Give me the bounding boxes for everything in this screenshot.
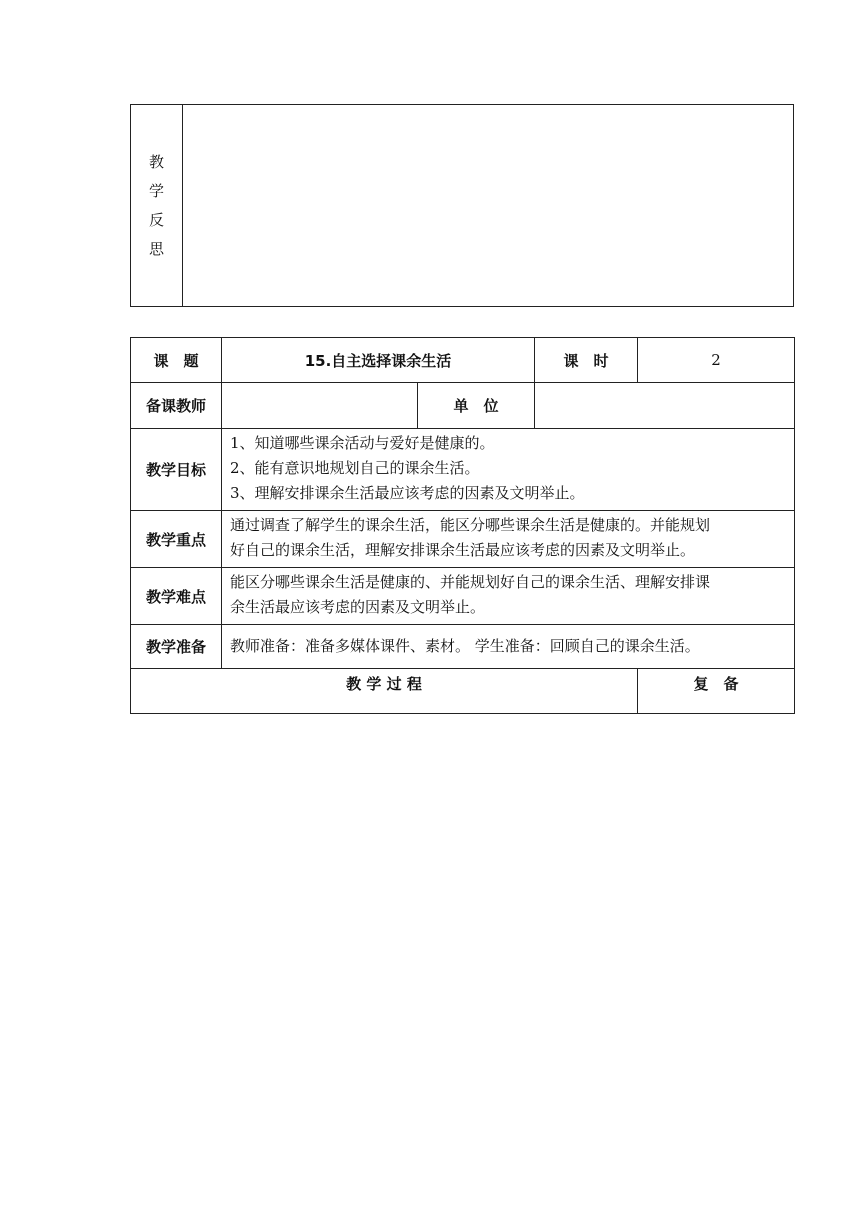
key-label: 教学重点	[131, 511, 222, 568]
goal-item: 3、理解安排课余生活最应该考虑的因素及文明举止。	[230, 484, 585, 502]
topic-label: 课 题	[131, 338, 222, 383]
topic-value: 15.自主选择课余生活	[222, 338, 535, 383]
goals-label: 教学目标	[131, 429, 222, 511]
reflection-content	[183, 105, 794, 307]
teacher-value	[222, 383, 418, 429]
hours-value: 2	[638, 338, 795, 383]
goals-content	[222, 429, 795, 511]
reflection-label-char: 教	[148, 152, 164, 171]
reflection-label-char: 学	[148, 181, 164, 200]
unit-value	[535, 383, 795, 429]
reflection-label-char: 思	[148, 239, 164, 258]
key-line: 通过调查了解学生的课余生活，能区分哪些课余生活是健康的。并能规划	[230, 516, 711, 534]
difficulty-line: 能区分哪些课余生活是健康的、并能规划好自己的课余生活、理解安排课	[230, 573, 711, 591]
key-content	[222, 511, 795, 568]
teacher-label: 备课教师	[131, 383, 222, 429]
lesson-plan-table	[130, 337, 795, 714]
difficulty-content	[222, 568, 795, 625]
unit-label: 单 位	[418, 383, 535, 429]
process-label: 教 学 过 程	[131, 669, 638, 714]
reflection-label-char: 反	[148, 210, 164, 229]
difficulty-label: 教学难点	[131, 568, 222, 625]
goal-item: 1、知道哪些课余活动与爱好是健康的。	[230, 434, 495, 452]
reflection-table	[130, 104, 794, 307]
review-label: 复 备	[638, 669, 795, 714]
hours-label: 课 时	[535, 338, 638, 383]
key-line: 好自己的课余生活，理解安排课余生活最应该考虑的因素及文明举止。	[230, 541, 696, 559]
goal-item: 2、能有意识地规划自己的课余生活。	[230, 459, 480, 477]
prep-content: 教师准备：准备多媒体课件、素材。 学生准备：回顾自己的课余生活。	[222, 625, 795, 669]
prep-label: 教学准备	[131, 625, 222, 669]
difficulty-line: 余生活最应该考虑的因素及文明举止。	[230, 598, 486, 616]
reflection-label	[131, 105, 183, 307]
